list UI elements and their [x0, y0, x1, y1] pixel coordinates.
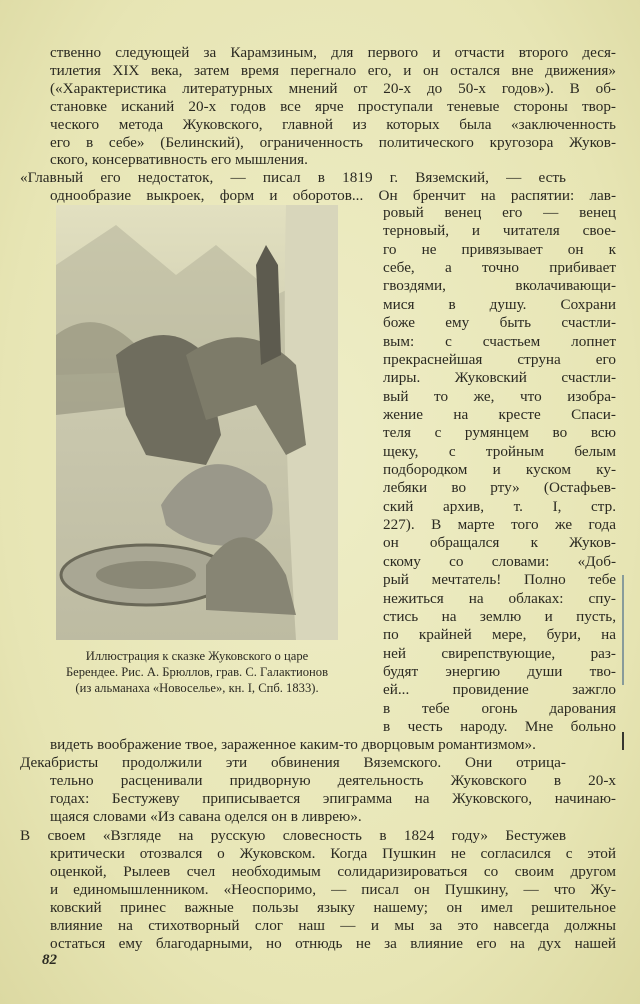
- text-line: мися в душу. Сохрани: [383, 295, 616, 313]
- text-line: годах: Бестужеву приписывается эпиграмма на Жуковского, начинаю-: [50, 790, 616, 808]
- text-line: однообразие выкроек, форм и оборотов... Он бренчит на распятии: лав-: [50, 187, 616, 205]
- text-line: видеть воображение твое, зараженное каким-то дворцовым романтизмом».: [50, 736, 536, 753]
- text-line: щеку, с тройным белым: [383, 442, 616, 460]
- text-line: в тебе огонь дарования: [383, 699, 616, 717]
- page-number: 82: [42, 952, 57, 968]
- text-line: ковский принес важные пользы языку нашему; он имел решительное: [50, 898, 616, 916]
- text-line: Декабристы продолжили эти обвинения Вяземского. Они отрица-: [20, 754, 566, 772]
- text-line: боже ему быть счастли-: [383, 314, 616, 332]
- text-line: щаяся словами «Из савана оделся он в ливрею».: [50, 808, 362, 826]
- text-line: ней свирепствующие, раз-: [383, 644, 616, 662]
- text-line: ей... провидение зажгло: [383, 681, 616, 699]
- text-line: («Характеристика литературных мнений от 20-х до 50-х годов»). В об-: [50, 79, 616, 97]
- text-line: вым: с счастьем лопнет: [383, 332, 616, 350]
- text-line: ческого метода Жуковского, главной из которых была «заключенность: [50, 115, 616, 133]
- text-line: тилетия XIX века, затем время перегнало его, и он остался вне движения»: [50, 61, 616, 79]
- margin-pencil-mark: [622, 732, 624, 750]
- illustration-engraving: [56, 205, 338, 640]
- text-line: критически отозвался о Жуковском. Когда Пушкин не согласился с этой: [50, 844, 616, 862]
- text-line: скому со словами: «Доб-: [383, 552, 616, 570]
- text-line: прекраснейшая струна его: [383, 350, 616, 368]
- text-line: жение на кресте Спаси-: [383, 405, 616, 423]
- text-line: себе, а точно прибивает: [383, 259, 616, 277]
- text-line: остаться ему благодарными, но отнюдь не за влияние его на дух нашей: [50, 935, 616, 953]
- text-line: го не привязывает он к: [383, 240, 616, 258]
- text-line: «Главный его недостаток, — писал в 1819 г. Вяземский, — есть: [20, 169, 566, 187]
- text-line: терновый, и читателя свое-: [383, 222, 616, 240]
- text-line: его в себе» (Белинский), ограниченность политического кругозора Жуков-: [50, 133, 616, 151]
- text-line: тельно расценивали придворную деятельность Жуковского в 20-х: [50, 772, 616, 790]
- text-line: нежиться на облаках: спу-: [383, 589, 616, 607]
- text-line: оценкой, Рылеев счел необходимым солидаризироваться со своим другом: [50, 862, 616, 880]
- text-line: влияние на стихотворный слог наш — и мы за это навсегда должны: [50, 917, 616, 934]
- text-line: становке исканий 20-х годов все ярче проступали теневые стороны твор-: [50, 97, 616, 115]
- text-line: по крайней мере, бури, на: [383, 626, 616, 644]
- caption-line: (из альманаха «Новоселье», кн. I, Спб. 1833).: [75, 681, 319, 695]
- margin-pencil-mark: [622, 575, 624, 685]
- caption-line: Берендее. Рис. А. Брюллов, грав. С. Галактионов: [65, 665, 329, 679]
- text-line: стись на землю и пусть,: [383, 607, 616, 625]
- text-line: лебяки во рту» (Остафьев-: [383, 479, 616, 497]
- text-line: ственно следующей за Карамзиным, для первого и отчасти второго деся-: [50, 44, 616, 61]
- text-line: ского, консервативность его мышления.: [50, 151, 308, 169]
- text-line: и единомышленником. «Неоспоримо, — писал он Пушкину, — что Жу-: [50, 880, 616, 898]
- text-line: будят энергию души тво-: [383, 663, 616, 680]
- text-line: гвоздями, вколачивающи-: [383, 277, 616, 295]
- text-line: ский архив, т. I, стр.: [383, 497, 616, 515]
- caption-line: Иллюстрация к сказке Жуковского о царе: [85, 649, 309, 663]
- text-line: теля с румянцем во всю: [383, 424, 616, 442]
- text-line: рый мечтатель! Полно тебе: [383, 571, 616, 589]
- text-line: подбородком и куском ку-: [383, 461, 616, 479]
- text-line: он обращался к Жуков-: [383, 534, 616, 552]
- text-line: лиры. Жуковский счастли-: [383, 369, 616, 387]
- text-line: В своем «Взгляде на русскую словесность в 1824 году» Бестужев: [20, 826, 566, 844]
- text-line: вый то же, что изобра-: [383, 387, 616, 405]
- text-line: в честь народу. Мне больно: [383, 718, 616, 736]
- text-line: ровый венец его — венец: [383, 204, 616, 221]
- text-line: 227). В марте того же года: [383, 516, 616, 534]
